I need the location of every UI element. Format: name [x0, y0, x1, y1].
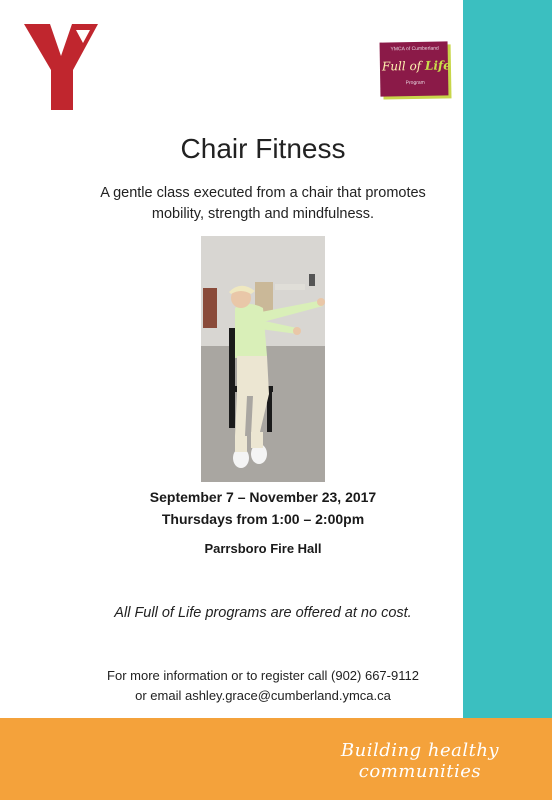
class-dates [0, 486, 526, 530]
photo-illustration [201, 236, 325, 482]
class-photo [201, 236, 325, 482]
fol-program: Program [405, 79, 425, 87]
fol-title-a: Full of [381, 58, 426, 74]
footer-tagline: Building healthy communities [340, 740, 500, 782]
fol-org: YMCA of Cumberland [390, 45, 439, 53]
contact-phone-line: For more information or to register call (902) 667-9112 [107, 668, 419, 683]
flyer-title: Chair Fitness [180, 133, 346, 164]
no-cost-note: All Full of Life programs are offered at no cost. [114, 605, 412, 621]
flyer-description [60, 183, 466, 225]
fol-title [381, 58, 451, 74]
class-location: Parrsboro Fire Hall [204, 541, 322, 556]
date-range: September 7 – November 23, 2017 [149, 489, 377, 505]
contact-info [0, 666, 526, 706]
fol-title-b: Life [424, 58, 451, 73]
full-of-life-logo [380, 42, 452, 98]
ymca-y-logo [24, 24, 98, 110]
description-line-1: A gentle class executed from a chair that promotes [100, 185, 426, 201]
weekly-time: Thursdays from 1:00 – 2:00pm [161, 511, 365, 527]
contact-email-line: or email ashley.grace@cumberland.ymca.ca [135, 688, 391, 703]
description-line-2: mobility, strength and mindfulness. [151, 206, 375, 222]
